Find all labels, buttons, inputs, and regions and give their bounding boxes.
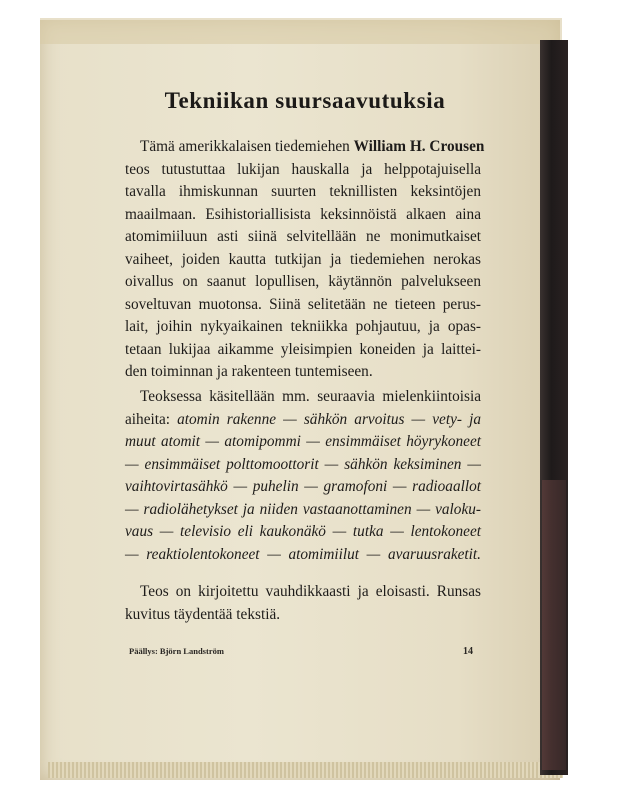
text-line: den toiminnan ja rakenteen tuntemiseen. <box>125 363 373 380</box>
text-line <box>125 136 485 159</box>
text-line: tetaan lukijaa aikamme yleisimpien koneiden ja laittei- <box>125 340 481 358</box>
text-line: teos tutustuttaa lukijan hauskalla ja helppotajuisella <box>125 160 481 178</box>
topic-list-segment: atomin rakenne — sähkön arvoitus — vety- ja <box>177 410 481 428</box>
topic-list-segment: — ensimmäiset polttomoottorit — sähkön keksiminen — <box>125 455 481 473</box>
text-line: kuvitus täydentää tekstiä. <box>125 605 281 623</box>
topic-list-segment: vaus — televisio eli kaukonäkö — tutka — lentokoneet <box>125 523 481 540</box>
text-line <box>125 499 481 522</box>
spine-shade <box>542 480 566 770</box>
topic-list-segment: — radiolähetykset ja niiden vastaanottaminen — valoku- <box>125 500 481 518</box>
text-line <box>125 521 481 544</box>
text-segment: Tämä amerikkalaisen tiedemiehen <box>140 138 354 155</box>
text-segment: aiheita: <box>125 410 178 428</box>
text-line: maailmaan. Esihistoriallisista keksinnöistä alkaen aina <box>125 205 481 223</box>
topic-list-segment: vaihtovirtasähkö — puhelin — gramofoni — radioaallot <box>125 478 481 495</box>
text-line <box>125 454 481 477</box>
closing-paragraph <box>125 581 481 626</box>
text-line <box>125 476 481 499</box>
cover-title: Tekniikan suursaavutuksia <box>164 88 446 113</box>
page-number: 14 <box>463 646 473 657</box>
text-line: lait, joihin nykyaikainen tekniikka pohjautuu, ja opas- <box>125 318 481 335</box>
text-line: atomimiiluun asti siinä selvitellään ne monimutkaiset <box>125 228 481 245</box>
description-paragraph <box>125 136 485 384</box>
text-line: Teoksessa käsitellään mm. seuraavia mielenkiintoisia <box>140 388 481 405</box>
text-line <box>125 544 481 567</box>
cover-credit: Päällys: Björn Landström <box>129 646 224 656</box>
author-name: William H. Crousen <box>353 138 485 155</box>
text-line: vaiheet, joiden kautta tutkijan ja tiedemiehen nerokas <box>125 250 481 268</box>
text-line: Teos on kirjoitettu vauhdikkaasti ja eloisasti. Runsas <box>140 583 481 600</box>
text-line <box>125 431 481 454</box>
text-line: tavalla ihmiskunnan suurten teknillisten keksintöjen <box>125 183 481 200</box>
topic-list-segment: — reaktiolentokoneet — atomimiilut — avaruusraketit. <box>125 545 481 563</box>
text-line: oivallus on saanut lopullisen, käytännön palvelukseen <box>125 273 481 290</box>
topic-list-segment: muut atomit — atomipommi — ensimmäiset höyrykoneet <box>125 433 481 450</box>
text-line: soveltuvan muotonsa. Siinä selitetään ne tieteen perus- <box>125 295 481 313</box>
page-edges <box>48 762 563 778</box>
text-line <box>125 409 481 432</box>
worn-top-edge <box>40 18 562 44</box>
topics-paragraph <box>125 386 481 566</box>
